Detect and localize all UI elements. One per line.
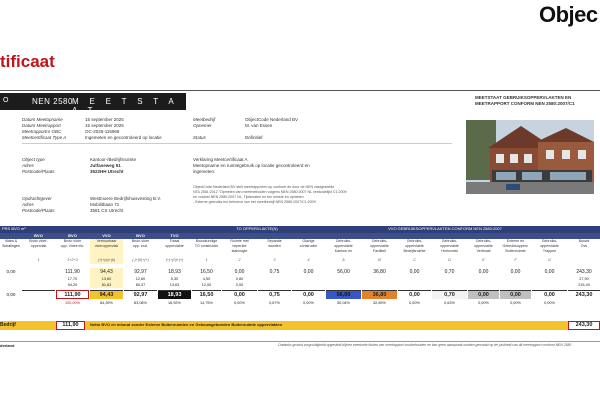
column-code: 2 [238, 258, 241, 262]
note-line: - Externe gebruiks ten behoeve van het meetbedrijf NEN 2580:2007/C1:2009 [193, 200, 316, 204]
column-code: 1+2+3 [67, 258, 78, 262]
column-code: E [482, 258, 485, 262]
table-cell: 0,67% [269, 301, 280, 305]
table-cell: 0,00 [222, 290, 257, 299]
table-cell: 84,39% [100, 301, 113, 305]
table-cell: 0,00 [532, 290, 567, 299]
table-cell: 4,50 [202, 277, 211, 281]
column-code: 1 [205, 258, 208, 262]
column-subhead: Bouwkundige TO constructie [194, 239, 219, 248]
table-cell: 0,00 [235, 283, 244, 287]
object-info [22, 157, 192, 175]
table-cell: 17,70 [67, 277, 78, 281]
info-value: Mobilitbaan 71 [90, 202, 120, 207]
note-line: NTA 2581:2012 "Opmeten van meetmethoden volgens NEN 2580:2007 NL verduidelijkt C1:2009 [193, 190, 347, 194]
table-cell: 12,60 [135, 277, 146, 281]
row-label-value [0, 282, 22, 288]
verklaring [193, 157, 363, 175]
header-stub: O [3, 97, 9, 104]
info-row [22, 169, 192, 175]
info-column-dates [22, 117, 192, 141]
info-label: Meetrapportnr OBC [22, 129, 62, 134]
total-note: Netto BVO en inhoud zonder Externe Buitenruimten en Gebouwgebonden Buitenruimte oppervlakten [90, 322, 283, 327]
column-subhead: Bruto vloer opp. excl. [131, 239, 150, 248]
table-cell: 0,00 [409, 269, 420, 275]
table-cell: 32,89% [373, 301, 386, 305]
table-cell: 0,00 [292, 290, 325, 299]
table-cell: 5,30 [170, 277, 179, 281]
table-cell: 94,20 [67, 283, 78, 287]
info-label: Postcode/Plaats [22, 169, 55, 174]
column-head: BVO [68, 233, 77, 238]
table-cell: 0,00% [409, 301, 420, 305]
info-label: Adres [22, 202, 34, 207]
column-subhead: Gebruiks- oppervlakte Faciliteit [370, 239, 389, 253]
table-cell [22, 268, 55, 276]
column-subhead: Gebruiks- oppervlakte Bedrijfsruimte [403, 239, 426, 253]
table-cell: 0,00 [510, 269, 521, 275]
info-value: 15 september 2025 [85, 117, 124, 122]
info-column-company [193, 117, 363, 141]
table-cell: 243,30 [576, 269, 592, 275]
table-cell: 27,90 [579, 277, 589, 281]
info-value: 15 september 2025 [85, 123, 124, 128]
column-head: BVO [136, 233, 145, 238]
footer-left: derland [0, 343, 15, 348]
building-photo [466, 120, 594, 194]
total-value: 111,90 [56, 321, 85, 330]
table-cell: 111,90 [65, 269, 80, 275]
info-row [22, 208, 192, 214]
table-cell: 16,92% [168, 301, 181, 305]
info-value: Jutfaseweg 51 [90, 163, 121, 168]
table-cell: 0,00 [478, 269, 489, 275]
footer-disclaimer: Ondanks grootst zorgvuldigheid opgesteld blijven eventuele fouten van meetrapport voorbehouden en kan geen aanspraak worden gemaakt op de juistheid van dit meetrapport conform NEN 2580 [278, 343, 572, 347]
table-cell: 14,75% [200, 301, 213, 305]
table-cell: 36,80 [362, 290, 397, 299]
table-cell [500, 282, 531, 288]
table-cell [398, 282, 431, 288]
table-cell [22, 282, 55, 288]
table-cell: 0,80 [235, 277, 244, 281]
table-cell: 0,70 [432, 290, 467, 299]
table-cell: 0,00 [468, 290, 499, 299]
disclaimer-notes [193, 185, 463, 205]
table-cell: 16,50 [200, 269, 213, 275]
column-code: 1 [37, 258, 40, 262]
table-cell [432, 282, 467, 288]
info-value: Ingemeten en gecontroleerd op locatie [85, 135, 162, 140]
table-cell: 0,70 [444, 269, 455, 275]
column-head: VVO [102, 233, 111, 238]
divider [22, 143, 452, 144]
table-cell [326, 282, 361, 288]
table-cell: 0,00 [303, 269, 314, 275]
table-cell: 0,63% [444, 301, 455, 305]
report-title [475, 95, 575, 107]
table-cell: 36,80 [373, 269, 386, 275]
table-cell [362, 282, 397, 288]
table-cell: 0,00% [478, 301, 489, 305]
table-cell [292, 282, 325, 288]
column-code: 4 [307, 258, 310, 262]
table-cell: 50,04% [337, 301, 350, 305]
verklaring-title: Verklaring Meetcertificaat A [193, 157, 248, 162]
info-label: Adres [22, 163, 34, 168]
page-title: tificaat [0, 52, 55, 71]
info-value: OC-2025-115968 [85, 129, 120, 134]
column-head: BVO [34, 233, 43, 238]
row-label-value [0, 300, 22, 306]
table-cell: 92,97 [134, 269, 147, 275]
row-label: Vides & Schalingen [2, 239, 20, 248]
info-value: ObjectCode Nederland BV [245, 117, 299, 122]
info-label: Status [193, 135, 206, 140]
table-cell: 80,37 [135, 283, 146, 287]
note-line: en voldoet NEN 2580:2007 NL. Tijdsmaten en ten minste en opmeten [193, 195, 304, 199]
table-cell: 83,08% [134, 301, 147, 305]
info-value: 3522HH Utrecht [90, 169, 124, 174]
table-cell: 94,43 [90, 290, 123, 299]
column-code: 3 [273, 258, 276, 262]
row-label-value: 0,00 [6, 269, 16, 274]
column-subhead: Bruto vloer- oppervlak [29, 239, 48, 248]
table-cell: 12,00 [201, 283, 212, 287]
info-row [22, 135, 192, 141]
table-cell: 13,63 [169, 283, 180, 287]
column-subhead: Glazige constructie [299, 239, 318, 248]
table-cell [468, 282, 499, 288]
table-cell: 0,00% [544, 301, 555, 305]
group-header: VVO GEBRUIKSOPPERVLAKTEN CONFORM NEN 2580:2007 [388, 226, 502, 231]
column-subhead: Ruimte met beperkte stahoogte [230, 239, 249, 253]
info-label: Opnemer [193, 123, 212, 128]
info-value: Kantoor-/Bedrijfsruimte [90, 157, 137, 162]
table-cell: 100,00% [65, 301, 80, 305]
info-value: M. van Essen [245, 123, 273, 128]
group-header: TO OPPERVLAKTE(N) [236, 226, 278, 231]
info-label: Meetbedrijf [193, 117, 216, 122]
note-line: ObjectCode Nederland BV stelt meetrapporten op conform de door de NEN vastgestelde [193, 185, 335, 189]
column-subhead: Verhuurbaar vloeroppervlak [90, 239, 123, 257]
column-head: TVO [170, 233, 179, 238]
column-subhead: Totaal oppervlakte [165, 239, 184, 248]
column-subhead: Bouwk Ovs [578, 239, 590, 248]
table-cell [22, 300, 55, 306]
table-cell: 0,00 [398, 290, 431, 299]
column-code: (+)+(a)+(b) [90, 257, 123, 264]
column-code: C [413, 258, 416, 262]
table-cell: 18,93 [168, 269, 181, 275]
column-code [568, 257, 600, 264]
table-cell: 92,97 [124, 290, 157, 299]
header-subtitle: M E E T S T A A T [72, 97, 178, 115]
table-cell: 0,75 [258, 290, 291, 299]
table-cell: 0,75 [269, 269, 280, 275]
column-code: F [514, 258, 517, 262]
table-cell: 215,40 [578, 283, 590, 287]
building-photo-image [466, 120, 594, 194]
info-label: Meetcertificaat Type A [22, 135, 67, 140]
report-title-line-2: MEETRAPPORT CONFORM NEN 2580:2007/C1 [475, 101, 575, 106]
total-row [0, 321, 600, 330]
table-cell: 0,00 [234, 269, 245, 275]
total-right-value: 243,30 [568, 321, 600, 330]
group-header: PRS BVO m² [2, 226, 26, 231]
row-label-value: 0,00 [6, 292, 16, 297]
table-cell: 56,00 [326, 290, 361, 299]
column-subhead: Gebruiks- oppervlakte Trappen [540, 239, 559, 253]
table-cell: 111,90 [56, 290, 89, 299]
table-cell: 13,60 [90, 276, 123, 282]
column-subhead: Externe en Gebruiksopperv. Buitenruimte [502, 239, 529, 253]
table-cell: 18,93 [158, 290, 191, 299]
table-cell [258, 282, 291, 288]
table-cell: 0,00 [500, 290, 531, 299]
info-value: Definitief [245, 135, 263, 140]
table-cell: 56,00 [337, 269, 350, 275]
column-subhead: Gebruiks- oppervlakte Horizontal [440, 239, 459, 253]
table-cell [532, 282, 567, 288]
report-title-line-1: MEETSTAAT GEBRUIKSOPPERVLAKTEN EN [475, 95, 572, 100]
table-cell [22, 290, 55, 299]
info-label: Datum Meetopname [22, 117, 63, 122]
table-cell [568, 300, 600, 306]
table-cell: 16,50 [192, 290, 221, 299]
table-cell: 243,30 [568, 290, 600, 299]
document-header-bar [0, 93, 186, 115]
column-subhead: Gebruiks- oppervlakte Verticaal [474, 239, 493, 253]
column-code: (+)+(0)+(+) [165, 258, 184, 262]
column-code: A [342, 258, 345, 262]
table-cell: 0,00% [234, 301, 245, 305]
info-label: Postcode/Plaats [22, 208, 55, 213]
info-value: 3581 CS Utrecht [90, 208, 124, 213]
objectcode-logo: Objec [539, 2, 598, 27]
total-label: Bedrijf [0, 322, 16, 328]
column-code: B [378, 258, 381, 262]
table-cell: 0,00 [544, 269, 555, 275]
info-label: Opdrachtgever [22, 196, 52, 201]
client-info [22, 196, 192, 214]
column-code: (-)+(0)+(+) [132, 258, 149, 262]
info-label: Datum Meetrapport [22, 123, 61, 128]
column-subhead: Bruto vloer opp. Vides etc. [60, 239, 85, 248]
table-cell: 94,43 [90, 268, 123, 276]
table-cell: 0,00% [510, 301, 521, 305]
verklaring-text: Meetopname en ruimtegebruik op locatie gecontroleerd en ingemeten. [193, 163, 310, 174]
column-subhead: Gebruiks- oppervlakte Kantoor en [334, 239, 353, 253]
info-row [193, 135, 363, 141]
header-code: NEN 2580 [32, 97, 73, 106]
column-subhead: Separate wanden [267, 239, 282, 248]
document-footer [0, 341, 600, 349]
column-code: D [448, 258, 451, 262]
info-value: Westmoere Bedrijfshuisvesting B.V. [90, 196, 162, 201]
table-cell: 0,00% [303, 301, 314, 305]
info-label: Object type [22, 157, 45, 162]
table-cell: 81,83 [90, 282, 123, 288]
column-code: G [548, 258, 551, 262]
